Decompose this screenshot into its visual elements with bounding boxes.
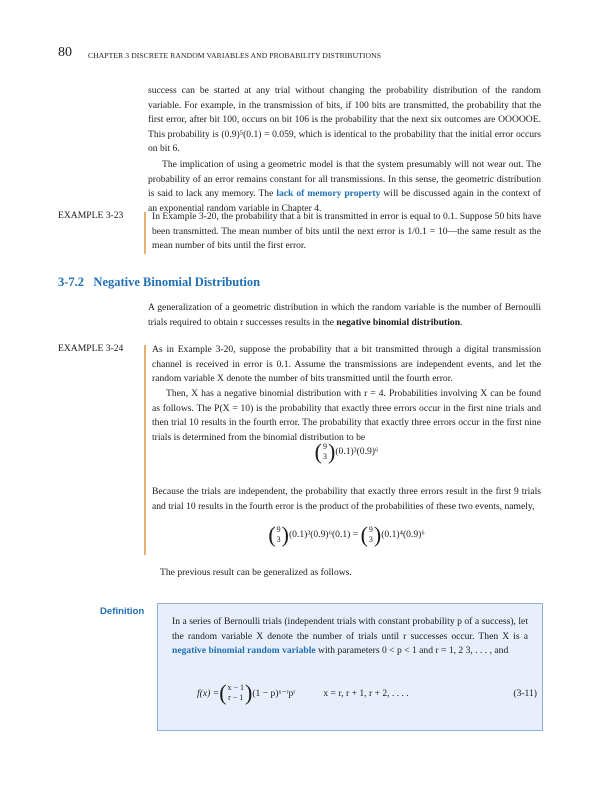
text-segment: will be discussed again in the context of an exponential random variable in Chapter 4. bbox=[148, 188, 541, 214]
text-segment: The implication of using a geometric model is that the system presumably will not wear out. The probability of an error remains constant for all transmissions. In this sense, the geometric distribution is said to lack any memory. The bbox=[148, 159, 541, 200]
equation-1-expr: (0.1)³(0.9)⁶ bbox=[335, 446, 379, 458]
text-segment: A generalization of a geometric distribution in which the random variable is the number of Bernoulli trials required to obtain r successes results in the bbox=[148, 302, 541, 328]
left-paren: ( bbox=[314, 439, 322, 464]
definition-text bbox=[172, 615, 528, 659]
formula-domain: x = r, r + 1, r + 2, . . . . bbox=[323, 687, 409, 699]
paragraph-lack-of-memory bbox=[148, 158, 541, 216]
formula-rhs: (1 − p)ˣ⁻ʳpʳ bbox=[252, 687, 296, 699]
left-paren: ( bbox=[360, 522, 368, 547]
left-paren: ( bbox=[219, 680, 227, 705]
binom-stack bbox=[323, 442, 327, 462]
binom-top: 9 bbox=[276, 525, 281, 534]
binom-stack bbox=[369, 525, 373, 545]
definition-label: Definition bbox=[100, 606, 145, 617]
formula-lhs: f(x) = bbox=[197, 687, 220, 699]
equation-1 bbox=[152, 441, 541, 463]
binom-bottom: 3 bbox=[276, 535, 281, 544]
binomial-coefficient bbox=[268, 524, 289, 546]
binomial-coefficient bbox=[315, 441, 336, 463]
running-header: CHAPTER 3 DISCRETE RANDOM VARIABLES AND PROBABILITY DISTRIBUTIONS bbox=[88, 51, 382, 60]
equation-2 bbox=[152, 524, 541, 546]
term-negative-binomial: negative binomial distribution bbox=[336, 316, 461, 328]
example-bar bbox=[144, 212, 146, 254]
example-3-24-label: EXAMPLE 3-24 bbox=[58, 343, 124, 354]
page-number: 80 bbox=[58, 45, 72, 60]
example-bar bbox=[144, 345, 146, 555]
text-segment: In a series of Bernoulli trials (independent trials with constant probability p of a success), let the random variable X denote the number of trials until r successes occur. Then X is a bbox=[172, 616, 528, 642]
binom-bottom: 3 bbox=[368, 535, 373, 544]
equation-number: (3-11) bbox=[513, 687, 537, 699]
binom-bottom: r − 1 bbox=[228, 693, 244, 702]
example-3-23-label: EXAMPLE 3-23 bbox=[58, 210, 124, 221]
left-paren: ( bbox=[268, 522, 276, 547]
right-paren: ) bbox=[281, 522, 289, 547]
equation-2-left: (0.1)³(0.9)⁶(0.1) = bbox=[288, 529, 359, 541]
text-segment: . bbox=[460, 316, 463, 328]
right-paren: ) bbox=[245, 680, 253, 705]
example-3-23-text: In Example 3-20, the probability that a bit is transmitted in error is equal to 0.1. Suppose 50 bits have been transmitted. The mean number of bits until the next error is 1/0.1 = 10—the same result as the mean number of bits until the first error. bbox=[152, 211, 542, 252]
term-lack-of-memory: lack of memory property bbox=[276, 188, 381, 200]
right-paren: ) bbox=[328, 439, 336, 464]
section-heading bbox=[58, 275, 260, 290]
binomial-coefficient bbox=[361, 524, 382, 546]
binom-bottom: 3 bbox=[323, 452, 327, 461]
example-3-24-text3: Because the trials are independent, the probability that exactly three errors result in the first 9 trials and trial 10 results in the fourth error is the product of the probabilities of these two events, namely, bbox=[152, 486, 541, 512]
binom-top: x − 1 bbox=[227, 683, 245, 692]
binom-top: 9 bbox=[368, 525, 373, 534]
definition-formula bbox=[197, 682, 537, 704]
binom-stack bbox=[228, 683, 245, 703]
right-paren: ) bbox=[373, 522, 382, 547]
paragraph-negative-binomial-intro bbox=[148, 301, 541, 330]
example-3-24-text1: As in Example 3-20, suppose the probability that a bit transmitted through a digital transmission channel is received in error is 0.1. Assume the transmissions are independent events, and let the random variable X denote the number of bits transmitted until the fourth error. bbox=[152, 344, 541, 385]
paragraph-generalization: The previous result can be generalized as follows. bbox=[160, 567, 352, 578]
term-negative-binomial-rv: negative binomial random variable bbox=[172, 645, 316, 657]
equation-2-right: (0.1)⁴(0.9)⁶ bbox=[381, 529, 425, 541]
section-number: 3-7.2 bbox=[58, 275, 85, 289]
binomial-coefficient bbox=[219, 682, 252, 704]
paragraph-memoryless-example: success can be started at any trial without changing the probability distribution of the random variable. For example, in the transmission of bits, if 100 bits are transmitted, the probability that the first error, after bit 100, occurs on bit 106 is the probability that the next six outcomes are OOOOOE. This probability is (0.9)⁵(0.1) = 0.059, which is identical to the probability that the initial error occurs on bit 6. bbox=[148, 85, 541, 155]
example-3-24-text2: Then, X has a negative binomial distribution with r = 4. Probabilities involving X can be found as follows. The P(X = 10) is the probability that exactly three errors occur in the first nine trials and then trial 10 results in the fourth error. The probability that exactly three errors occur in the first nine trials is determined from the binomial distribution to be bbox=[152, 388, 541, 443]
text-segment: with parameters 0 < p < 1 and r = 1, 2 3, . . . , and bbox=[315, 645, 509, 657]
binom-top: 9 bbox=[323, 442, 327, 451]
binom-stack bbox=[277, 525, 281, 545]
section-title: Negative Binomial Distribution bbox=[93, 275, 261, 289]
